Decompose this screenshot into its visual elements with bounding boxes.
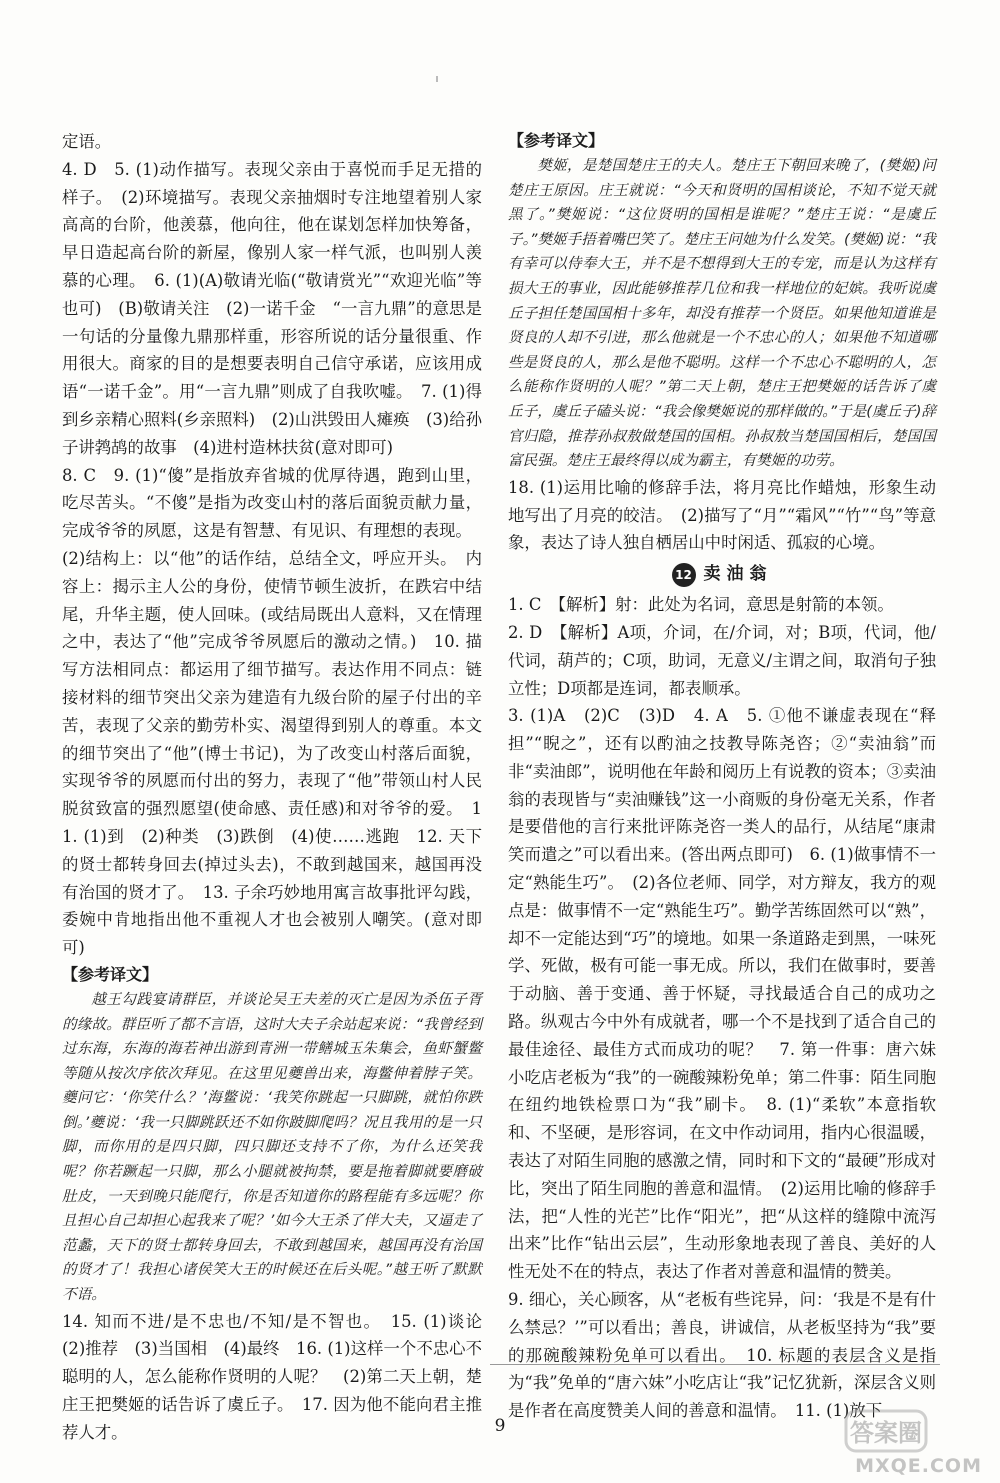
right-answer-paragraph: 1. C 【解析】射：此处为名词，意思是射箭的本领。: [508, 595, 894, 615]
left-answer-paragraph: 8. C 9. (1)“傻”是指放弃省城的优厚待遇，跑到山里，吃尽苦头。“不傻”是指为改变山村的落后面貌贡献力量，完成爷爷的夙愿，这是有智慧、有见识、有理想的表现。: [62, 465, 482, 541]
right-answer-paragraph: 2. D 【解析】A项，介词，在/介词，对；B项，代词，他/代词，葫芦的；C项，助词，无意义/主谓之间，取消句子独立性；D项都是连词，都表顺承。: [508, 622, 936, 698]
footer-rule: [490, 1364, 940, 1365]
lesson-title-text: 卖油翁: [703, 564, 773, 585]
left-answer-paragraph: 4. D 5. (1)动作描写。表现父亲由于喜悦而手足无措的样子。 (2)环境描写。表现父亲抽烟时专注地望着别人家高高的台阶，他羡慕，他向往，他在谋划怎样加快筹备，早日造起高台阶的新屋，像别人家一样气派，也叫别人羡慕的心理。 6. (1)(A)敬请光临(“敬请赏光”“欢迎光临”等也可) (B)敬请关注 (2)一诺千金 “一言九鼎”的意思是一句话的分量像九鼎那样重，形容所说的话分量很重、作用很大。商家的目的是想要表明自己信守承诺，应该用成语“一诺千金”。用“一言九鼎”则成了自我吹嘘。 7. (1)得到乡亲精心照料(乡亲照料) (2)山洪毁田人瘫痪 (3)给孙子讲鹁鸪的故事 (4)进村造林扶贫(意对即可): [62, 159, 482, 457]
watermark-chars: 答案圈: [850, 1419, 922, 1447]
left-answer-paragraph: 14. 知而不进/是不忠也/不知/是不智也。 15. (1)谈论 (2)推荐 (3)当国相 (4)最终 16. (1)这样一个不忠心不聪明的人，怎么能称作贤明的人呢？ (2)第二天上朝，楚庄王把樊姬的话告诉了虞丘子。 17. 因为他不能向君主推荐人才。: [62, 1311, 499, 1442]
right-answer-paragraph: 18. (1)运用比喻的修辞手法，将月亮比作蜡烛，形象生动地写出了月亮的皎洁。 (2)描写了“月”“霜风”“竹”“鸟”等意象，表达了诗人独自栖居山中时闲适、孤寂的心境。: [508, 477, 936, 553]
right-answer-paragraph: 3. (1)A (2)C (3)D 4. A 5. ①他不谦虚表现在“释担”“睨之”，还有以酌油之技教导陈尧咨；②“卖油翁”而非“卖油郎”，说明他在年龄和阅历上有说教的资本；③卖油翁的表现皆与“卖油赚钱”这一小商贩的身份毫无关系，作者是要借他的言行来批评陈尧咨一类人的品行，从结尾“康肃笑而遣之”可以看出来。(答出两点即可) 6. (1)做事情不一定“熟能生巧”。 (2)各位老师、同学，对方辩友，我方的观点是：做事情不一定“熟能生巧”。勤学苦练固然可以“熟”，却不一定能达到“巧”的境地。如果一条道路走到黑，一味死学、死做，极有可能一事无成。所以，我们在做事时，要善于动脑、善于变通、善于怀疑，寻找最适合自己的成功之路。纵观古今中外有成就者，哪一个不是找到了适合自己的最佳途径、最佳方式而成功的呢？ 7. 第一件事：唐六妹小吃店老板为“我”的一碗酸辣粉免单；第二件事：陌生同胞在纽约地铁检票口为“我”刷卡。 8. (1)“柔软”本意指软和、不坚硬，是形容词，在文中作动词用，指内心很温暖，表达了对陌生同胞的感激之情，同时和下文的“最硬”形成对比，突出了陌生同胞的善意和温情。 (2)运用比喻的修辞手法，把“人性的光芒”比作“阳光”，把“从这样的缝隙中流泻出来”比作“钻出云层”，生动形象地表现了善良、美好的人性无处不在的特点，表达了作者对善意和温情的赞美。: [508, 706, 936, 1282]
right-section-header: 【参考译文】: [508, 131, 605, 150]
lesson-number-badge: 12: [672, 563, 696, 587]
watermark-text: MXQE.COM: [855, 1455, 982, 1477]
right-answer-paragraph: 9. 细心，关心顾客，从“老板有些诧异，问：‘我是不是有什么禁忌？’”可以看出；善良，讲诚信，从老板坚持为“我”要的那碗酸辣粉免单可以看出。 10. 标题的表层含义是指为“我”免单的“唐六妹”小吃店让“我”记忆犹新，深层含义则是作者在高度赞美人间的善意和温情。 11. (1)放下: [508, 1290, 936, 1421]
page-number: 9: [494, 1416, 506, 1436]
left-section-header: 【参考译文】: [62, 964, 159, 984]
left-column: [62, 128, 499, 1447]
left-answer-paragraph: (2)结构上：以“他”的话作结，总结全文，呼应开头。 内容上：揭示主人公的身份，使情节顿生波折，在跌宕中结尾，升华主题，使人回味。(或结局既出人意料，又在情理之中，表达了“他”完成爷爷夙愿后的激动之情。) 10. 描写方法相同点：都运用了细节描写。表达作用不同点：链接材料的细节突出父亲为建造有九级台阶的屋子付出的辛苦，表现了父亲的勤劳朴实、渴望得到别人的尊重。本文的细节突出了“他”(博士书记)，为了改变山村落后面貌，实现爷爷的夙愿而付出的努力，表现了“他”带领山村人民脱贫致富的强烈愿望(使命感、责任感)和对爷爷的爱。 11. (1)到 (2)种类 (3)跌倒 (4)使……逃跑 12. 天下的贤士都转身回去(掉过头去)，不敢到越国来，越国再没有治国的贤才了。 13. 子余巧妙地用寓言故事批评勾践，委婉中肯地指出他不重视人才也会被别人嘲笑。(意对即可): [62, 548, 482, 958]
lesson-title: [508, 559, 936, 589]
left-answer-paragraph: 定语。: [62, 132, 112, 151]
scan-mark: [436, 76, 438, 82]
right-translation-text: 樊姬，是楚国楚庄王的夫人。楚庄王下朝回来晚了，(樊姬)问楚庄王原因。庄王就说：“今天和贤明的国相谈论，不知不觉天就黑了。”樊姬说：“这位贤明的国相是谁呢？”楚庄王说：“是虞丘子。”樊姬手捂着嘴巴笑了。楚庄王问她为什么发笑。(樊姬)说：“我有幸可以侍奉大王，并不是不想得到大王的专宠，而是认为这样有损大王的事业，因此能够推荐几位和我一样地位的妃嫔。我听说虞丘子担任楚国国相十多年，却没有推荐一个贤臣。如果他知道谁是贤良的人却不引进，那么他就是一个不忠心的人；如果他不知道哪些是贤良的人，那么是他不聪明。这样一个不忠心不聪明的人，怎么能称作贤明的人呢？”第二天上朝，楚庄王把樊姬的话告诉了虞丘子，虞丘子磕头说：“我会像樊姬说的那样做的。”于是(虞丘子)辞官归隐，推荐孙叔敖做楚国的国相。孙叔敖当楚国国相后，楚国国富民强。楚庄王最终得以成为霸主，有樊姬的功劳。: [508, 157, 936, 470]
right-column: [508, 128, 936, 1425]
left-translation-text: 越王勾践宴请群臣，并谈论吴王夫差的灭亡是因为杀伍子胥的缘故。群臣听了都不言语，这时大夫子余站起来说：“我曾经到过东海，东海的海若神出游到青洲一带鳝城玉朱集会，鱼虾蟹鳖等随从按次序依次拜见。在这里见夔兽出来，海鳖伸着脖子笑。夔问它：‘你笑什么？’海鳖说：‘我笑你跳起一只脚跳，就怕你跌倒。’夔说：‘我一只脚跳跃还不如你跛脚爬吗？况且我用的是一只脚，而你用的是四只脚，四只脚还支持不了你，为什么还笑我呢？你若蹶起一只脚，那么小腿就被拘禁，要是拖着脚就要磨破肚皮，一天到晚只能爬行，你是否知道你的路程能有多远呢？你且担心自己却担心起我来了呢？’如今大王杀了伴大夫，又逼走了范蠡，天下的贤士都转身回去，不敢到越国来，越国再没有治国的贤才了！我担心诸侯笑大王的时候还在后头呢。”越王听了默默不语。: [62, 990, 482, 1304]
